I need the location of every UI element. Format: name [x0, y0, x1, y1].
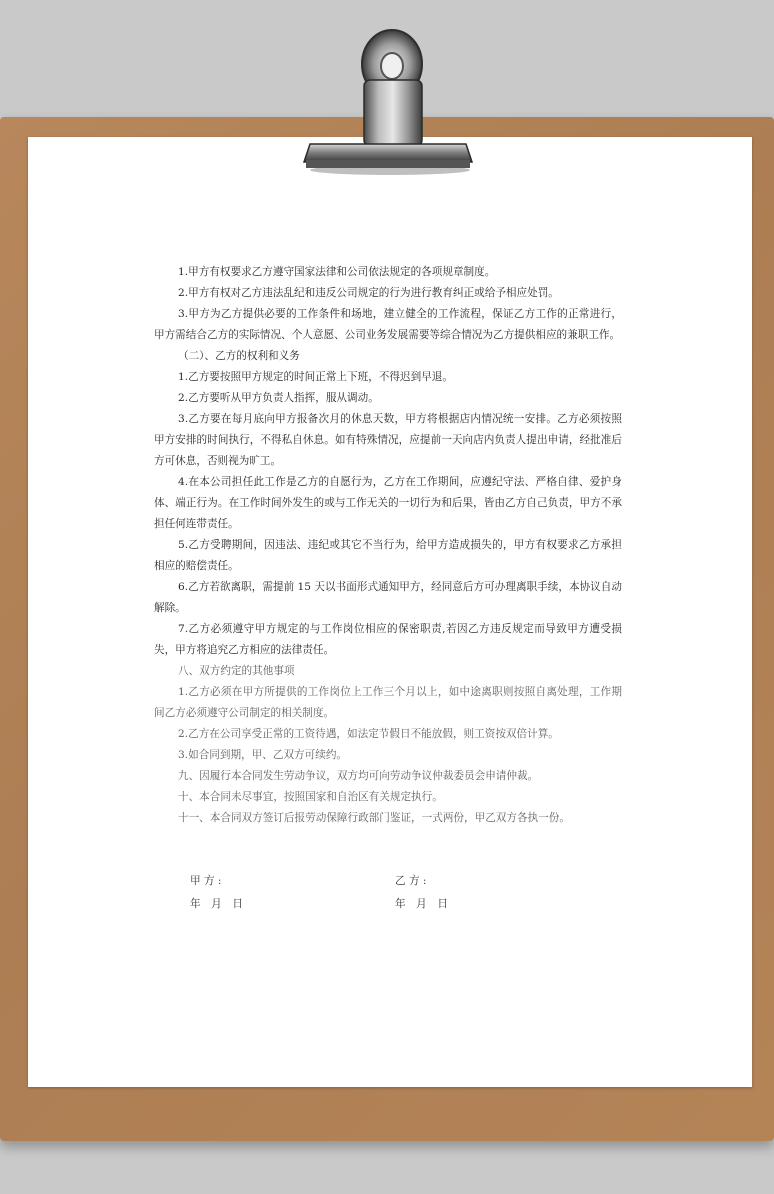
- clause-a2: 2.甲方有权对乙方违法乱纪和违反公司规定的行为进行教育纠正或给予相应处罚。: [178, 287, 559, 299]
- party-a-label: 甲 方 :: [190, 875, 222, 887]
- clause-c1: 1.乙方必须在甲方所提供的工作岗位上工作三个月以上，如中途离职则按照自离处理，工作期间乙方必须遵守公司制定的相关制度。: [154, 686, 622, 719]
- party-a-date: 年 月 日: [190, 898, 243, 910]
- party-b-date: 年 月 日: [395, 898, 448, 910]
- clause-11: 十一、本合同双方签订后报劳动保障行政部门鉴证，一式两份，甲乙双方各执一份。: [178, 812, 570, 824]
- section-heading-other: 八、双方约定的其他事项: [178, 665, 295, 677]
- clause-b6: 6.乙方若欲离职，需提前 15 天以书面形式通知甲方，经同意后方可办理离职手续，本协议自动解除。: [154, 581, 622, 614]
- section-heading-party-b: （二）、乙方的权利和义务: [178, 350, 300, 362]
- clause-9: 九、因履行本合同发生劳动争议，双方均可向劳动争议仲裁委员会申请仲裁。: [178, 770, 539, 782]
- clause-b5: 5.乙方受聘期间，因违法、违纪或其它不当行为，给甲方造成损失的，甲方有权要求乙方承担相应的赔偿责任。: [154, 539, 622, 572]
- clause-b7: 7.乙方必须遵守甲方规定的与工作岗位相应的保密职责,若因乙方违反规定而导致甲方遭受损失，甲方将追究乙方相应的法律责任。: [154, 623, 622, 656]
- clause-a3: 3.甲方为乙方提供必要的工作条件和场地，建立健全的工作流程，保证乙方工作的正常进行，甲方需结合乙方的实际情况、个人意愿、公司业务发展需要等综合情况为乙方提供相应的兼职工作。: [154, 308, 622, 341]
- contract-text: [154, 262, 622, 829]
- clause-a1: 1.甲方有权要求乙方遵守国家法律和公司依法规定的各项规章制度。: [178, 266, 496, 278]
- party-b-label: 乙 方 :: [395, 875, 427, 887]
- clause-b4: 4.在本公司担任此工作是乙方的自愿行为，乙方在工作期间，应遵纪守法、严格自律、爱护身体、端正行为。在工作时间外发生的或与工作无关的一切行为和后果，皆由乙方自己负责，甲方不承担任何连带责任。: [154, 476, 622, 530]
- clause-10: 十、本合同未尽事宜，按照国家和自治区有关规定执行。: [178, 791, 443, 803]
- clause-c3: 3.如合同到期，甲、乙双方可续约。: [178, 749, 348, 761]
- clause-b3: 3.乙方要在每月底向甲方报备次月的休息天数，甲方将根据店内情况统一安排。乙方必须按照甲方安排的时间执行，不得私自休息。如有特殊情况，应提前一天向店内负责人提出申请，经批准后方可休息，否则视为旷工。: [154, 413, 622, 467]
- clause-b2: 2.乙方要听从甲方负责人指挥，服从调动。: [178, 392, 379, 404]
- signature-party-b: [395, 870, 448, 916]
- clause-c2: 2.乙方在公司享受正常的工资待遇，如法定节假日不能放假，则工资按双倍计算。: [178, 728, 559, 740]
- signature-party-a: [190, 870, 243, 916]
- binder-clip-icon: [300, 22, 476, 178]
- clause-b1: 1.乙方要按照甲方规定的时间正常上下班，不得迟到早退。: [178, 371, 453, 383]
